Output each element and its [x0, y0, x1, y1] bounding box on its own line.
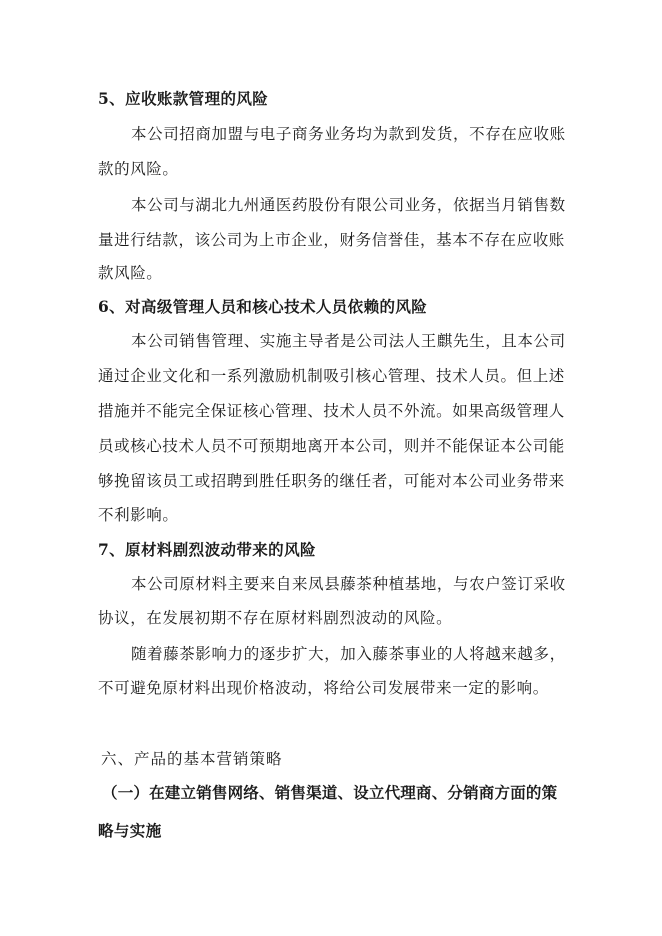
paragraph-line: 本公司原材料主要来自来凤县藤茶种植基地，与农户签订采收: [131, 575, 566, 593]
paragraph-line: 款的风险。: [98, 160, 179, 178]
subheading-sales-network-continued: 略与实施: [98, 821, 162, 840]
paragraph-line: 本公司与湖北九州通医药股份有限公司业务，依据当月销售数: [131, 196, 566, 214]
paragraph-line: 不利影响。: [98, 506, 179, 524]
paragraph-line: 本公司招商加盟与电子商务业务均为款到发货，不存在应收账: [131, 125, 566, 143]
section-heading-marketing-strategy: 六、产品的基本营销策略: [101, 750, 283, 768]
paragraph-line: 措施并不能完全保证核心管理、技术人员不外流。如果高级管理人: [98, 402, 565, 420]
paragraph-line: 不可避免原材料出现价格波动，将给公司发展带来一定的影响。: [98, 679, 549, 697]
heading-key-personnel-risk: 6、对高级管理人员和核心技术人员依赖的风险: [98, 297, 428, 316]
paragraph-line: 够挽留该员工或招聘到胜任职务的继任者，可能对本公司业务带来: [98, 472, 565, 490]
paragraph-line: 量进行结款，该公司为上市企业，财务信誉佳，基本不存在应收账: [98, 231, 565, 249]
paragraph-line: 通过企业文化和一系列激励机制吸引核心管理、技术人员。但上述: [98, 367, 565, 385]
paragraph-line: 款风险。: [98, 264, 163, 282]
paragraph-line: 员或核心技术人员不可预期地离开本公司，则并不能保证本公司能: [98, 437, 565, 455]
heading-accounts-receivable-risk: 5、应收账款管理的风险: [98, 89, 269, 108]
subheading-sales-network: （一）在建立销售网络、销售渠道、设立代理商、分销商方面的策: [102, 783, 558, 802]
paragraph-line: 协议，在发展初期不存在原材料剧烈波动的风险。: [98, 609, 453, 627]
heading-raw-material-risk: 7、原材料剧烈波动带来的风险: [98, 540, 316, 559]
paragraph-line: 随着藤茶影响力的逐步扩大，加入藤茶事业的人将越来越多，: [131, 645, 566, 663]
paragraph-line: 本公司销售管理、实施主导者是公司法人王麒先生，且本公司: [131, 332, 566, 350]
